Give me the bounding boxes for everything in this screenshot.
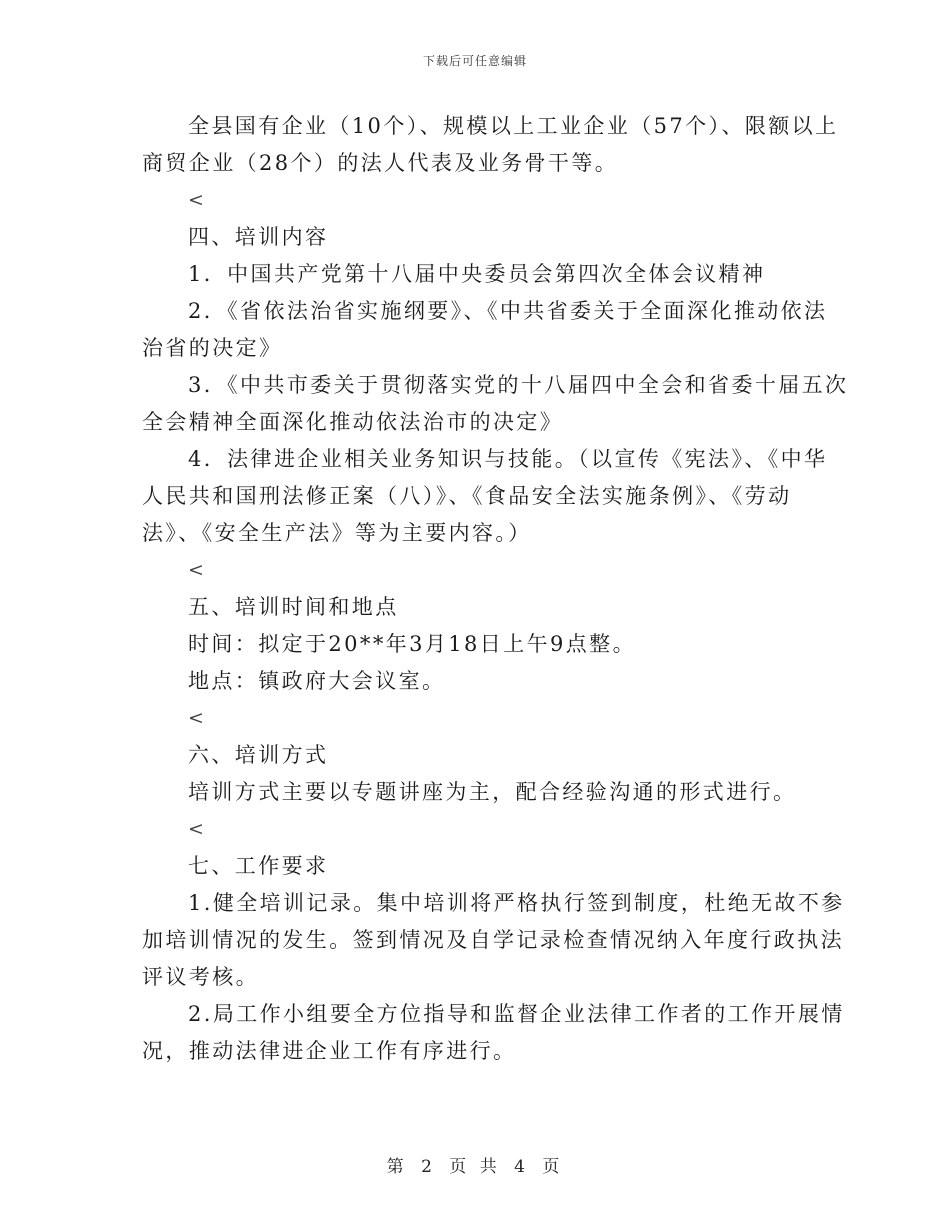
document-body [142, 108, 849, 1070]
footer-prefix: 第 [386, 1157, 408, 1177]
footer-middle: 页 共 [449, 1157, 501, 1177]
section-mark: < [188, 818, 204, 840]
text-line: 评议考核。 [142, 965, 259, 989]
text-line: 2.局工作小组要全方位指导和监督企业法律工作者的工作开展情 [188, 1002, 845, 1026]
text-line: 3．《中共市委关于贯彻落实党的十八届四中全会和省委十届五次 [188, 373, 849, 397]
text-line: 六、培训方式 [188, 743, 329, 767]
text-line: 时间：拟定于20**年3月18日上午9点整。 [188, 632, 636, 656]
footer-suffix: 页 [542, 1157, 564, 1177]
text-line: 地点：镇政府大会议室。 [188, 669, 446, 693]
text-line: 加培训情况的发生。签到情况及自学记录检查情况纳入年度行政执法 [142, 928, 844, 952]
section-mark: < [188, 559, 204, 581]
text-line: 人民共和国刑法修正案（八）》、《食品安全法实施条例》、《劳动 [142, 484, 792, 508]
text-line: 1．中国共产党第十八届中央委员会第四次全体会议精神 [188, 262, 766, 286]
footer-page-number: 2 [421, 1157, 436, 1177]
text-line: 治省的决定》 [142, 336, 283, 360]
footer-total-pages: 4 [514, 1157, 529, 1177]
text-line: 全会精神全面深化推动依法治市的决定》 [142, 410, 564, 434]
text-line: 1.健全培训记录。集中培训将严格执行签到制度，杜绝无故不参 [188, 891, 845, 915]
text-line: 况，推动法律进企业工作有序进行。 [142, 1039, 517, 1063]
text-line: 法》、《安全生产法》等为主要内容。） [142, 521, 532, 545]
text-line: 培训方式主要以专题讲座为主，配合经验沟通的形式进行。 [188, 780, 797, 804]
text-line: 2．《省依法治省实施纲要》、《中共省委关于全面深化推动依法 [188, 299, 828, 323]
section-mark: < [188, 707, 204, 729]
text-line: 4．法律进企业相关业务知识与技能。（以宣传《宪法》、《中华 [188, 447, 828, 471]
page-header: 下载后可任意编辑 [422, 54, 527, 68]
text-line: 五、培训时间和地点 [188, 595, 399, 619]
text-line: 商贸企业（28个）的法人代表及业务骨干等。 [142, 151, 619, 175]
text-line: 四、培训内容 [188, 225, 329, 249]
section-mark: < [188, 189, 204, 211]
text-line: 全县国有企业（10个）、规模以上工业企业（57个）、限额以上 [188, 114, 839, 138]
text-line: 七、工作要求 [188, 854, 329, 878]
page-footer [0, 1152, 950, 1177]
